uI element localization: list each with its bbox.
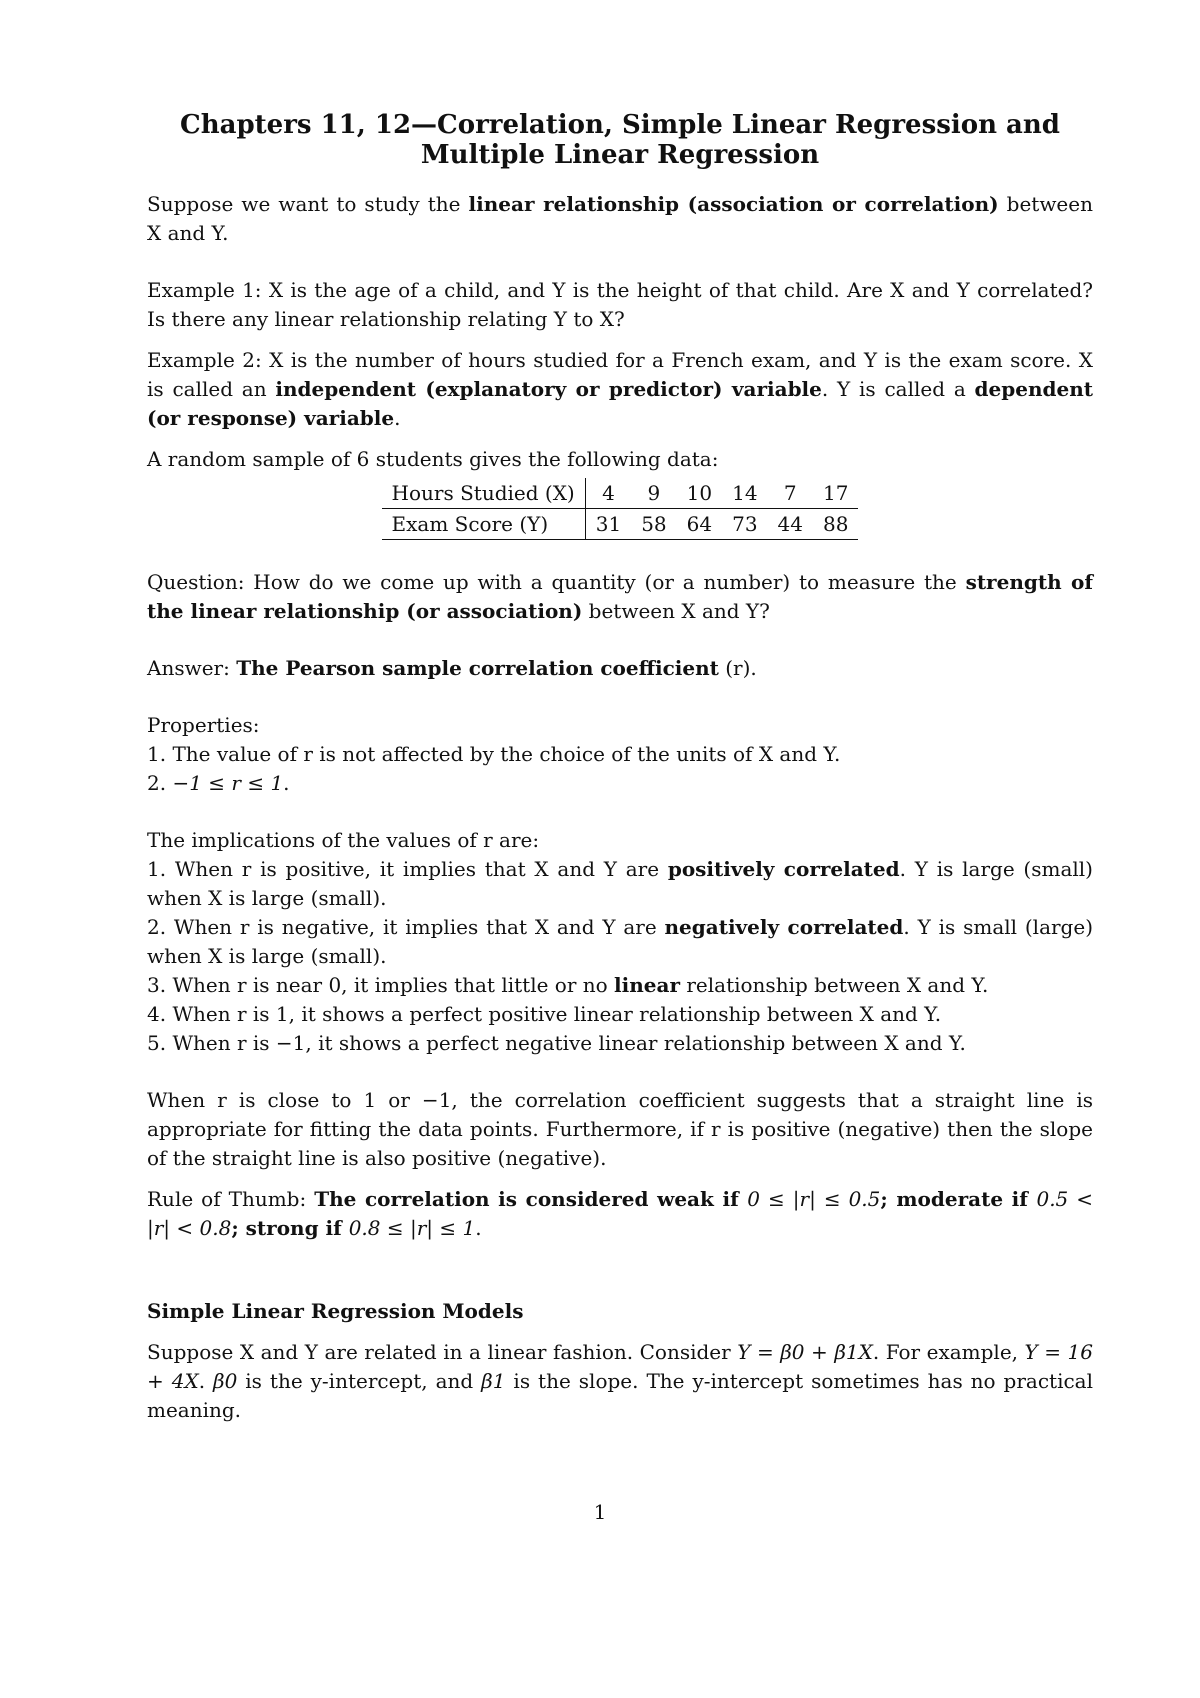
table-cell-x: 14	[732, 481, 758, 505]
example-2-text: Example 2: X is the number of hours studied for a French exam, and Y is the exam score. X is called an	[147, 348, 1093, 401]
rule-text: Rule of Thumb:	[147, 1187, 315, 1211]
property-item-2	[147, 769, 1093, 798]
implication-item-4: 4. When r is 1, it shows a perfect positive linear relationship between X and Y.	[147, 1002, 942, 1026]
example-2-text-end: .	[394, 406, 401, 430]
question-text-end: between X and Y?	[582, 599, 770, 623]
table-cell-y: 44	[777, 512, 803, 536]
answer-bold: The Pearson sample correlation coefficient	[236, 656, 719, 680]
implication-3-text-end: relationship between X and Y.	[680, 973, 989, 997]
table-row-y	[382, 509, 859, 540]
implication-2-text-end: . Y is small (large) when X is large (small).	[147, 915, 1093, 968]
regression-text: Suppose X and Y are related in a linear fashion. Consider	[147, 1340, 738, 1364]
rule-text-end: .	[475, 1216, 482, 1240]
rule-bold-weak: The correlation is considered weak if	[314, 1187, 748, 1211]
table-cell-y: 64	[686, 512, 713, 536]
table-label-x: Hours Studied (X)	[382, 478, 586, 509]
regression-example-equation: Y = 16 + 4X	[147, 1340, 1093, 1393]
table-cell-y: 88	[823, 512, 849, 536]
independent-variable-term: independent (explanatory or predictor) variable	[275, 377, 822, 401]
implications-block	[147, 826, 1093, 1058]
rule-bold-moderate: ; moderate if	[880, 1187, 1037, 1211]
title-line-2: Multiple Linear Regression	[420, 140, 820, 170]
implication-3-text: 3. When r is near 0, it implies that little or no	[147, 973, 615, 997]
table-row-x	[382, 478, 859, 509]
table-cell-y: 58	[641, 512, 667, 536]
table-cell-x: 17	[823, 481, 849, 505]
regression-paragraph	[147, 1338, 1093, 1425]
title-line-1: Chapters 11, 12—Correlation, Simple Linear Regression and	[180, 110, 1060, 140]
table-cell-x: 10	[686, 481, 713, 505]
implication-3-bold: linear	[614, 973, 680, 997]
document-page	[147, 110, 1093, 1425]
example-1-paragraph: Example 1: X is the age of a child, and Y is the height of that child. Are X and Y correlated? Is there any linear relationship relating Y to X?	[147, 278, 1093, 331]
implication-2-bold: negatively correlated	[664, 915, 904, 939]
regression-text-4: is the y-intercept, and	[237, 1369, 482, 1393]
rule-math-moderate: 0.5 < |r| < 0.8	[147, 1187, 1094, 1240]
table-cell-y: 73	[732, 512, 758, 536]
intro-text-end: between X and Y.	[147, 192, 1093, 245]
dependent-variable-term: dependent (or response) variable	[147, 377, 1093, 430]
sample-intro: A random sample of 6 students gives the following data:	[147, 447, 719, 471]
rule-math-weak: 0 ≤ |r| ≤ 0.5	[747, 1187, 881, 1211]
table-cell-x: 7	[783, 481, 797, 505]
implication-item-1	[147, 855, 1093, 913]
page-number: 1	[593, 1500, 607, 1524]
implication-2-text: 2. When r is negative, it implies that X and Y are	[147, 915, 665, 939]
regression-text-3: .	[198, 1369, 214, 1393]
property-item-2-suffix: .	[283, 771, 290, 795]
section-heading: Simple Linear Regression Models	[147, 1299, 524, 1323]
implication-item-5: 5. When r is −1, it shows a perfect negative linear relationship between X and Y.	[147, 1031, 966, 1055]
data-table	[382, 478, 859, 540]
rule-math-strong: 0.8 ≤ |r| ≤ 1	[348, 1216, 476, 1240]
beta-1-symbol: β1	[481, 1369, 506, 1393]
implication-1-text: 1. When r is positive, it implies that X and Y are	[147, 857, 668, 881]
implication-item-3	[147, 971, 1093, 1000]
rule-of-thumb-paragraph	[147, 1185, 1093, 1243]
question-paragraph	[147, 568, 1093, 626]
property-item-1: 1. The value of r is not affected by the choice of the units of X and Y.	[147, 742, 841, 766]
intro-paragraph	[147, 190, 1093, 248]
table-cell-y: 31	[595, 512, 622, 536]
implication-item-2	[147, 913, 1093, 971]
table-label-y: Exam Score (Y)	[382, 509, 586, 540]
regression-model-equation: Y = β0 + β1X	[737, 1340, 873, 1364]
property-item-2-math: −1 ≤ r ≤ 1	[172, 771, 284, 795]
table-cell-x: 4	[602, 481, 615, 505]
rule-bold-strong: ; strong if	[231, 1216, 349, 1240]
intro-text: Suppose we want to study the	[147, 192, 469, 216]
answer-text-end: (r).	[718, 656, 757, 680]
question-bold: strength of the linear relationship (or association)	[147, 570, 1093, 623]
page-title	[147, 110, 1093, 170]
property-item-2-prefix: 2.	[147, 771, 173, 795]
question-text: Question: How do we come up with a quantity (or a number) to measure the	[147, 570, 966, 594]
properties-heading: Properties:	[147, 713, 260, 737]
intro-bold: linear relationship (association or correlation)	[468, 192, 999, 216]
table-cell-x: 9	[647, 481, 661, 505]
beta-0-symbol: β0	[213, 1369, 238, 1393]
implications-heading: The implications of the values of r are:	[147, 828, 540, 852]
implication-1-bold: positively correlated	[667, 857, 900, 881]
answer-paragraph	[147, 654, 1093, 683]
implication-1-text-end: . Y is large (small) when X is large (small).	[147, 857, 1093, 910]
close-to-one-paragraph: When r is close to 1 or −1, the correlation coefficient suggests that a straight line is appropriate for fitting the data points. Furthermore, if r is positive (negative) then the slope of the straight line is also positive (negative).	[147, 1088, 1093, 1170]
regression-text-5: is the slope. The y-intercept sometimes has no practical meaning.	[147, 1369, 1094, 1422]
regression-text-2: . For example,	[872, 1340, 1025, 1364]
properties-block	[147, 711, 1093, 798]
example-2-paragraph	[147, 346, 1093, 433]
example-2-text-mid: . Y is called a	[821, 377, 975, 401]
answer-text: Answer:	[147, 656, 237, 680]
